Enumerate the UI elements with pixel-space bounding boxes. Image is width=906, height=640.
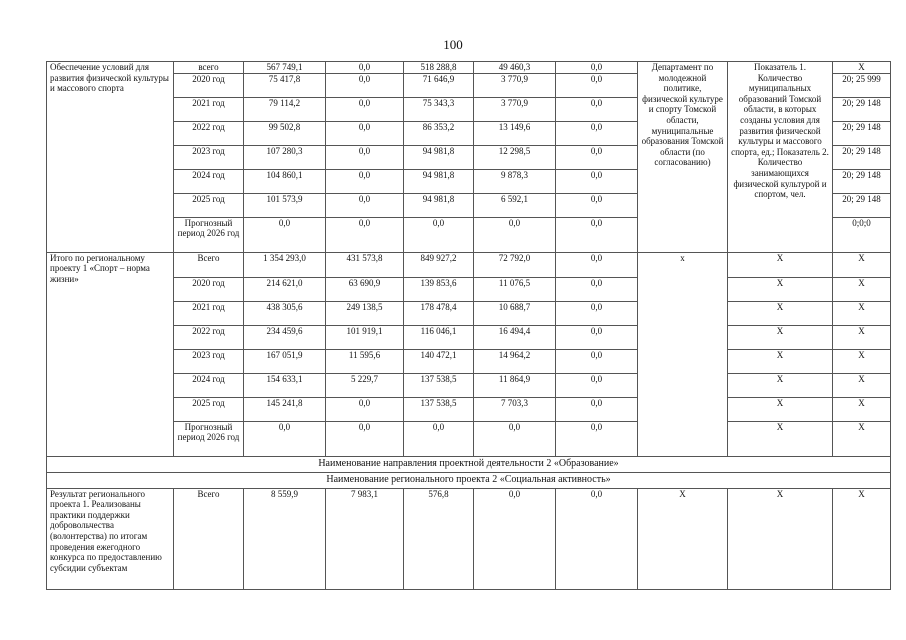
amount-cell: 11 595,6 <box>326 349 404 373</box>
indicator-cell: X <box>728 301 833 325</box>
amount-cell: 0,0 <box>556 301 638 325</box>
amount-cell: 63 690,9 <box>326 277 404 301</box>
amount-cell: 140 472,1 <box>404 349 474 373</box>
amount-cell: 167 051,9 <box>244 349 326 373</box>
amount-cell: 5 229,7 <box>326 373 404 397</box>
amount-cell: 0,0 <box>404 421 474 456</box>
amount-cell: 0,0 <box>556 73 638 97</box>
amount-cell: 99 502,8 <box>244 121 326 145</box>
responsible-department: Департамент по молодежной политике, физической культуре и спорту Томской области, муниципальные образования Томской области (по согласованию) <box>638 62 728 253</box>
amount-cell: 249 138,5 <box>326 301 404 325</box>
indicator-value-cell: X <box>833 349 891 373</box>
amount-cell: 0,0 <box>556 397 638 421</box>
indicator-value-cell: 20; 25 999 <box>833 73 891 97</box>
amount-cell: 0,0 <box>556 145 638 169</box>
indicator-value-cell: X <box>833 488 891 589</box>
amount-cell: 7 983,1 <box>326 488 404 589</box>
year-cell: Всего <box>174 488 244 589</box>
amount-cell: 86 353,2 <box>404 121 474 145</box>
table-row <box>47 301 891 325</box>
amount-cell: 10 688,7 <box>474 301 556 325</box>
amount-cell: 0,0 <box>474 421 556 456</box>
amount-cell: 75 417,8 <box>244 73 326 97</box>
amount-cell: 12 298,5 <box>474 145 556 169</box>
amount-cell: 0,0 <box>556 421 638 456</box>
amount-cell: 8 559,9 <box>244 488 326 589</box>
amount-cell: 1 354 293,0 <box>244 252 326 277</box>
amount-cell: 0,0 <box>326 193 404 217</box>
amount-cell: 101 919,1 <box>326 325 404 349</box>
indicator-value-cell: 20; 29 148 <box>833 193 891 217</box>
year-cell: 2021 год <box>174 301 244 325</box>
amount-cell: 0,0 <box>556 488 638 589</box>
table-row <box>47 373 891 397</box>
amount-cell: 0,0 <box>326 73 404 97</box>
year-cell: всего <box>174 62 244 74</box>
amount-cell: 79 114,2 <box>244 97 326 121</box>
amount-cell: 0,0 <box>556 97 638 121</box>
amount-cell: 137 538,5 <box>404 397 474 421</box>
amount-cell: 0,0 <box>556 252 638 277</box>
amount-cell: 139 853,6 <box>404 277 474 301</box>
amount-cell: 0,0 <box>556 349 638 373</box>
section-header: Наименование направления проектной деятельности 2 «Образование» <box>47 456 891 472</box>
indicator-value-cell: 0;0;0 <box>833 217 891 252</box>
amount-cell: 101 573,9 <box>244 193 326 217</box>
indicator-value-cell: X <box>833 421 891 456</box>
amount-cell: 0,0 <box>326 217 404 252</box>
amount-cell: 137 538,5 <box>404 373 474 397</box>
amount-cell: 104 860,1 <box>244 169 326 193</box>
amount-cell: 0,0 <box>326 169 404 193</box>
year-cell: 2023 год <box>174 349 244 373</box>
table-row <box>47 488 891 589</box>
amount-cell: 431 573,8 <box>326 252 404 277</box>
row-description: Итого по региональному проекту 1 «Спорт – норма жизни» <box>47 252 174 456</box>
indicator-value-cell: X <box>833 301 891 325</box>
amount-cell: 75 343,3 <box>404 97 474 121</box>
year-cell: 2024 год <box>174 373 244 397</box>
amount-cell: 116 046,1 <box>404 325 474 349</box>
indicator-value-cell: 20; 29 148 <box>833 97 891 121</box>
amount-cell: 0,0 <box>556 217 638 252</box>
amount-cell: 16 494,4 <box>474 325 556 349</box>
year-cell: 2025 год <box>174 193 244 217</box>
table-row <box>47 277 891 301</box>
amount-cell: 0,0 <box>556 193 638 217</box>
amount-cell: 145 241,8 <box>244 397 326 421</box>
year-cell: 2024 год <box>174 169 244 193</box>
year-cell: 2022 год <box>174 325 244 349</box>
amount-cell: 0,0 <box>326 397 404 421</box>
amount-cell: 154 633,1 <box>244 373 326 397</box>
amount-cell: 0,0 <box>326 145 404 169</box>
indicator-cell: X <box>728 421 833 456</box>
amount-cell: 0,0 <box>556 325 638 349</box>
amount-cell: 0,0 <box>404 217 474 252</box>
section-header-row <box>47 472 891 488</box>
indicator-cell: X <box>728 488 833 589</box>
amount-cell: 567 749,1 <box>244 62 326 74</box>
amount-cell: 71 646,9 <box>404 73 474 97</box>
page-number: 100 <box>443 37 463 52</box>
indicator-value-cell: X <box>833 277 891 301</box>
year-cell: 2021 год <box>174 97 244 121</box>
amount-cell: 49 460,3 <box>474 62 556 74</box>
amount-cell: 576,8 <box>404 488 474 589</box>
amount-cell: 14 964,2 <box>474 349 556 373</box>
table-row <box>47 349 891 373</box>
indicator-value-cell: X <box>833 252 891 277</box>
amount-cell: 0,0 <box>474 488 556 589</box>
amount-cell: 0,0 <box>326 97 404 121</box>
amount-cell: 3 770,9 <box>474 97 556 121</box>
responsible-department: X <box>638 488 728 589</box>
indicator-value-cell: X <box>833 325 891 349</box>
indicator-cell: X <box>728 349 833 373</box>
amount-cell: 72 792,0 <box>474 252 556 277</box>
year-cell: Прогнозный период 2026 год <box>174 421 244 456</box>
amount-cell: 9 878,3 <box>474 169 556 193</box>
table-row <box>47 62 891 74</box>
amount-cell: 6 592,1 <box>474 193 556 217</box>
table-row <box>47 325 891 349</box>
amount-cell: 13 149,6 <box>474 121 556 145</box>
table-row <box>47 421 891 456</box>
row-description: Обеспечение условий для развития физической культуры и массового спорта <box>47 62 174 253</box>
amount-cell: 0,0 <box>244 421 326 456</box>
amount-cell: 0,0 <box>556 277 638 301</box>
amount-cell: 234 459,6 <box>244 325 326 349</box>
amount-cell: 0,0 <box>556 62 638 74</box>
amount-cell: 94 981,8 <box>404 145 474 169</box>
amount-cell: 94 981,8 <box>404 193 474 217</box>
year-cell: 2025 год <box>174 397 244 421</box>
table-body <box>47 62 891 590</box>
amount-cell: 0,0 <box>326 121 404 145</box>
year-cell: 2020 год <box>174 73 244 97</box>
amount-cell: 0,0 <box>326 62 404 74</box>
responsible-department: x <box>638 252 728 456</box>
amount-cell: 0,0 <box>326 421 404 456</box>
table-row <box>47 397 891 421</box>
amount-cell: 107 280,3 <box>244 145 326 169</box>
amount-cell: 178 478,4 <box>404 301 474 325</box>
indicator-cell: X <box>728 373 833 397</box>
year-cell: 2022 год <box>174 121 244 145</box>
amount-cell: 3 770,9 <box>474 73 556 97</box>
indicator-value-cell: X <box>833 62 891 74</box>
funding-table <box>46 61 891 590</box>
indicator-cell: X <box>728 277 833 301</box>
indicator-value-cell: X <box>833 373 891 397</box>
year-cell: 2020 год <box>174 277 244 301</box>
amount-cell: 7 703,3 <box>474 397 556 421</box>
indicator-cell: Показатель 1. Количество муниципальных образований Томской области, в которых созданы условия для развития физической культуры и массового спорта, ед.; Показатель 2. Количество занимающихся физической культурой и спортом, чел. <box>728 62 833 253</box>
indicator-value-cell: X <box>833 397 891 421</box>
indicator-value-cell: 20; 29 148 <box>833 145 891 169</box>
year-cell: Прогнозный период 2026 год <box>174 217 244 252</box>
amount-cell: 849 927,2 <box>404 252 474 277</box>
amount-cell: 518 288,8 <box>404 62 474 74</box>
year-cell: 2023 год <box>174 145 244 169</box>
amount-cell: 94 981,8 <box>404 169 474 193</box>
year-cell: Всего <box>174 252 244 277</box>
amount-cell: 0,0 <box>556 121 638 145</box>
table-row <box>47 252 891 277</box>
section-header-row <box>47 456 891 472</box>
row-description: Результат регионального проекта 1. Реализованы практики поддержки добровольчества (волонтерства) по итогам проведения ежегодного конкурса по предоставлению субсидии субъектам <box>47 488 174 589</box>
indicator-cell: X <box>728 252 833 277</box>
amount-cell: 0,0 <box>556 373 638 397</box>
amount-cell: 0,0 <box>474 217 556 252</box>
indicator-value-cell: 20; 29 148 <box>833 169 891 193</box>
section-header: Наименование регионального проекта 2 «Социальная активность» <box>47 472 891 488</box>
indicator-cell: X <box>728 325 833 349</box>
amount-cell: 438 305,6 <box>244 301 326 325</box>
indicator-cell: X <box>728 397 833 421</box>
indicator-value-cell: 20; 29 148 <box>833 121 891 145</box>
amount-cell: 0,0 <box>244 217 326 252</box>
amount-cell: 0,0 <box>556 169 638 193</box>
amount-cell: 214 621,0 <box>244 277 326 301</box>
amount-cell: 11 076,5 <box>474 277 556 301</box>
amount-cell: 11 864,9 <box>474 373 556 397</box>
